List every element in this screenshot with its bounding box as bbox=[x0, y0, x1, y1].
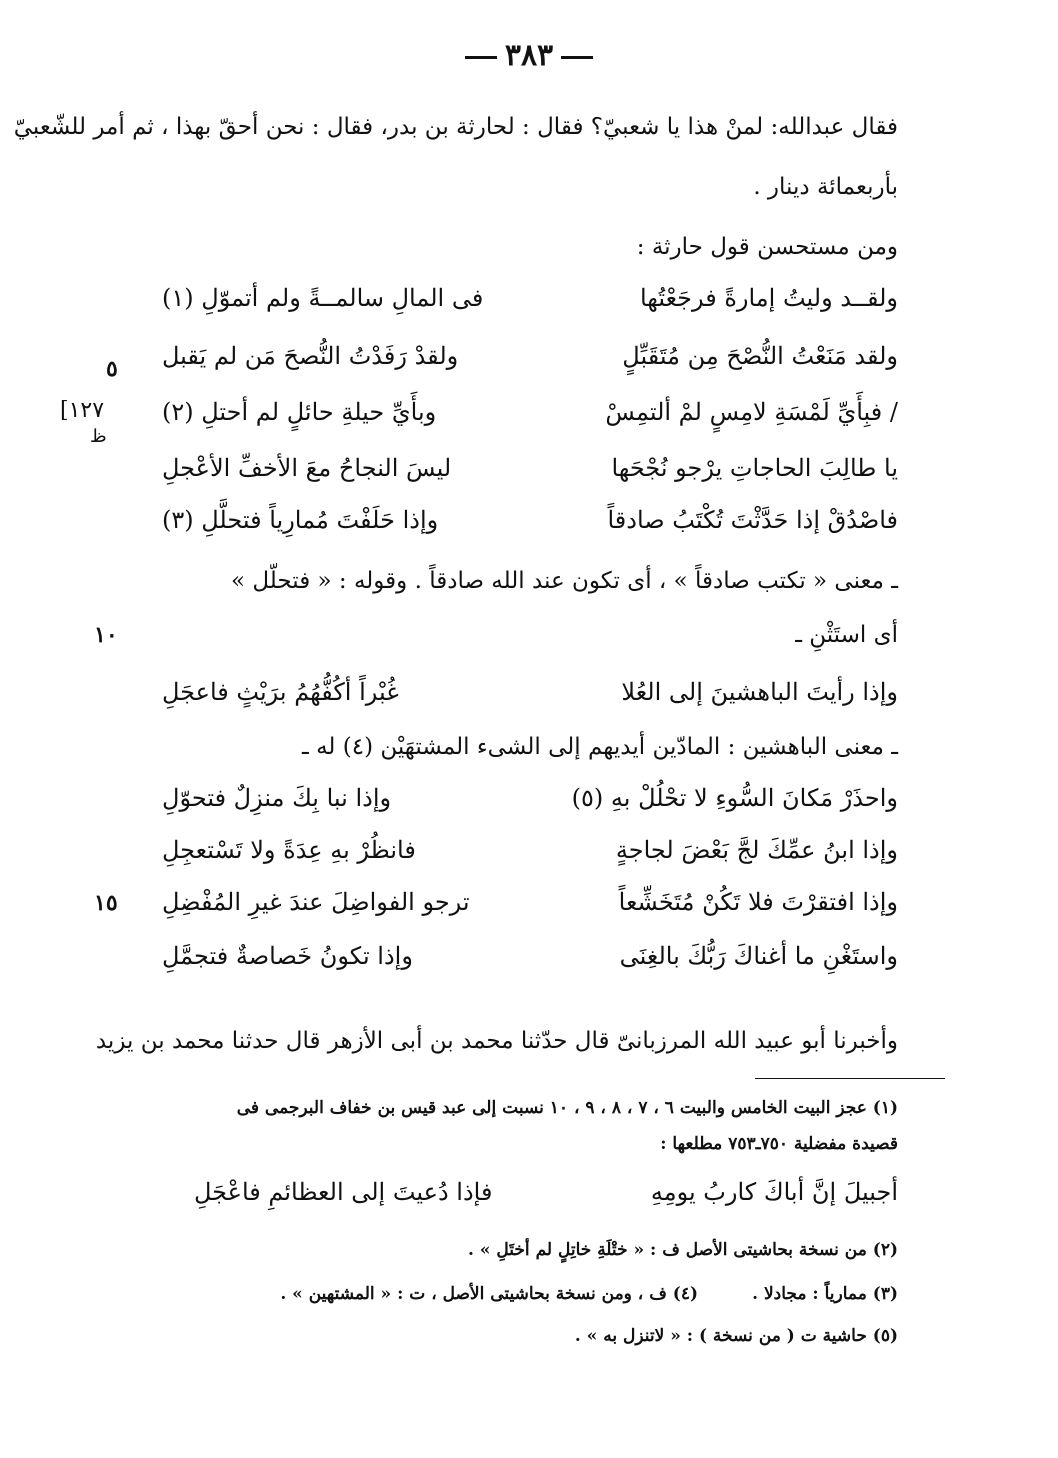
page-number-dash-right bbox=[561, 56, 593, 59]
page-number-dash-left bbox=[465, 56, 497, 59]
verse-line bbox=[162, 506, 898, 546]
line-number-15: ١٥ bbox=[94, 890, 118, 916]
verse-line bbox=[162, 678, 898, 718]
verse-line bbox=[162, 284, 898, 324]
footnote-5: (٥) حاشية ت ( من نسخة ) : « لاتنزل به » . bbox=[574, 1326, 898, 1346]
verse-line bbox=[162, 454, 898, 494]
verse-line bbox=[162, 398, 898, 438]
verse-first-hemistich: فاصْدُقْ إذا حَدَّثْتَ تُكْتَبُ صادقاً bbox=[607, 506, 898, 534]
verse-line bbox=[162, 888, 898, 928]
verse-second-hemistich: فى المالِ سالمــةً ولم أتموّلِ (١) bbox=[162, 284, 484, 312]
footnote-1-line-1: (١) عجز البيت الخامس والبيت ٦ ، ٧ ، ٨ ، ٩ ، ١٠ نسبت إلى عبد قيس بن خفاف البرجمى فى bbox=[236, 1098, 898, 1118]
verse-first-hemistich: يا طالِبَ الحاجاتِ يرْجو نُجْحَها bbox=[611, 454, 898, 482]
page-number-text: ٣٨٣ bbox=[504, 38, 554, 73]
verse-first-hemistich: ولقد مَنَعْتُ النُّصْحَ مِن مُتَقَبِّلٍ bbox=[622, 342, 898, 370]
footnote-4: (٤) ف ، ومن نسخة بحاشيتى الأصل ، ت : « المشتهين » . bbox=[280, 1284, 698, 1304]
footnote-rule bbox=[755, 1078, 945, 1079]
line-number-10: ١٠ bbox=[94, 622, 118, 648]
paragraph-1-line-1: فقال عبدالله: لمنْ هذا يا شعبيّ؟ فقال : لحارثة بن بدر، فقال : نحن أحقّ بهذا ، ثم أمر للشّعبيّ bbox=[13, 114, 898, 140]
footnote-verse-first-hemistich: أجبيلَ إنَّ أباكَ كاربُ يومِهِ bbox=[650, 1178, 898, 1206]
verse-intro: ومن مستحسن قول حارثة : bbox=[636, 234, 898, 260]
footnote-2: (٢) من نسخة بحاشيتى الأصل ف : « ختْلَةِ خاتِلٍ لم أختَلِ » . bbox=[468, 1240, 898, 1260]
verse-line bbox=[162, 836, 898, 876]
folio-marker: [١٢٧ bbox=[60, 398, 105, 423]
verse-second-hemistich: ليسَ النجاحُ معَ الأخفِّ الأعْجلِ bbox=[162, 454, 452, 482]
footnote-verse bbox=[194, 1178, 898, 1218]
verse-second-hemistich: وإذا نبا بِكَ منزِلٌ فتحوّلِ bbox=[162, 784, 392, 812]
footnote-1-line-2: قصيدة مفضلية ٧٥٠ـ٧٥٣ مطلعها : bbox=[660, 1134, 898, 1154]
verse-line bbox=[162, 784, 898, 824]
gloss-line: أى استَثْنِ ـ bbox=[795, 622, 898, 648]
verse-second-hemistich: وإذا حَلَفْتَ مُمارِياً فتحلَّلِ (٣) bbox=[162, 506, 439, 534]
line-number-5: ٥ bbox=[106, 356, 118, 382]
folio-side: ظ bbox=[90, 426, 107, 447]
verse-first-hemistich: / فبِأَيِّ لَمْسَةِ لامِسٍ لمْ ألتمِسْ bbox=[605, 398, 898, 426]
verse-second-hemistich: وبأَيِّ حيلةِ حائلٍ لم أحتلِ (٢) bbox=[162, 398, 437, 426]
verse-first-hemistich: ولقــد وليتُ إمارةً فرجَعْتُها bbox=[639, 284, 898, 312]
verse-first-hemistich: وإذا افتقرْتَ فلا تَكُنْ مُتَخَشِّعاً bbox=[618, 888, 898, 916]
verse-second-hemistich: وإذا تكونُ خَصاصةٌ فتجمَّلِ bbox=[162, 942, 413, 970]
verse-second-hemistich: فانظُرْ بهِ عِدَةً ولا تَسْتعجِلِ bbox=[162, 836, 416, 864]
verse-first-hemistich: واستَغْنِ ما أغناكَ رَبُّكَ بالغِنَى bbox=[619, 942, 898, 970]
gloss-line: ـ معنى الباهشين : المادّين أيديهم إلى الشىء المشتهَيْن (٤) له ـ bbox=[302, 734, 898, 760]
paragraph-1-line-2: بأربعمائة دينار . bbox=[753, 174, 898, 200]
gloss-line: ـ معنى « تكتب صادقاً » ، أى تكون عند الله صادقاً . وقوله : « فتحلّل » bbox=[231, 568, 898, 594]
verse-second-hemistich: غُبْراً أكُفُّهُمُ برَيْثٍ فاعجَلِ bbox=[162, 678, 399, 706]
verse-line bbox=[162, 342, 898, 382]
footnote-verse-second-hemistich: فإذا دُعيتَ إلى العظائمِ فاعْجَلِ bbox=[194, 1178, 493, 1206]
verse-first-hemistich: وإذا ابنُ عمِّكَ لجَّ بَعْضَ لجاجةٍ bbox=[615, 836, 898, 864]
verse-line bbox=[162, 942, 898, 982]
footnote-3: (٣) ممارياً : مجادلا . bbox=[752, 1284, 898, 1304]
verse-first-hemistich: وإذا رأيتَ الباهشينَ إلى العُلا bbox=[621, 678, 898, 706]
paragraph-2: وأخبرنا أبو عبيد الله المرزبانىّ قال حدّثنا محمد بن أبى الأزهر قال حدثنا محمد بن يزيد bbox=[95, 1028, 898, 1054]
verse-second-hemistich: ترجو الفواضِلَ عندَ غيرِ المُفْضِلِ bbox=[162, 888, 470, 916]
verse-first-hemistich: واحذَرْ مَكانَ السُّوءِ لا تحْلُلْ بهِ (٥) bbox=[571, 784, 898, 812]
page-number bbox=[0, 38, 1058, 73]
verse-second-hemistich: ولقدْ رَفَدْتُ النُّصحَ مَن لم يَقبل bbox=[162, 342, 459, 370]
